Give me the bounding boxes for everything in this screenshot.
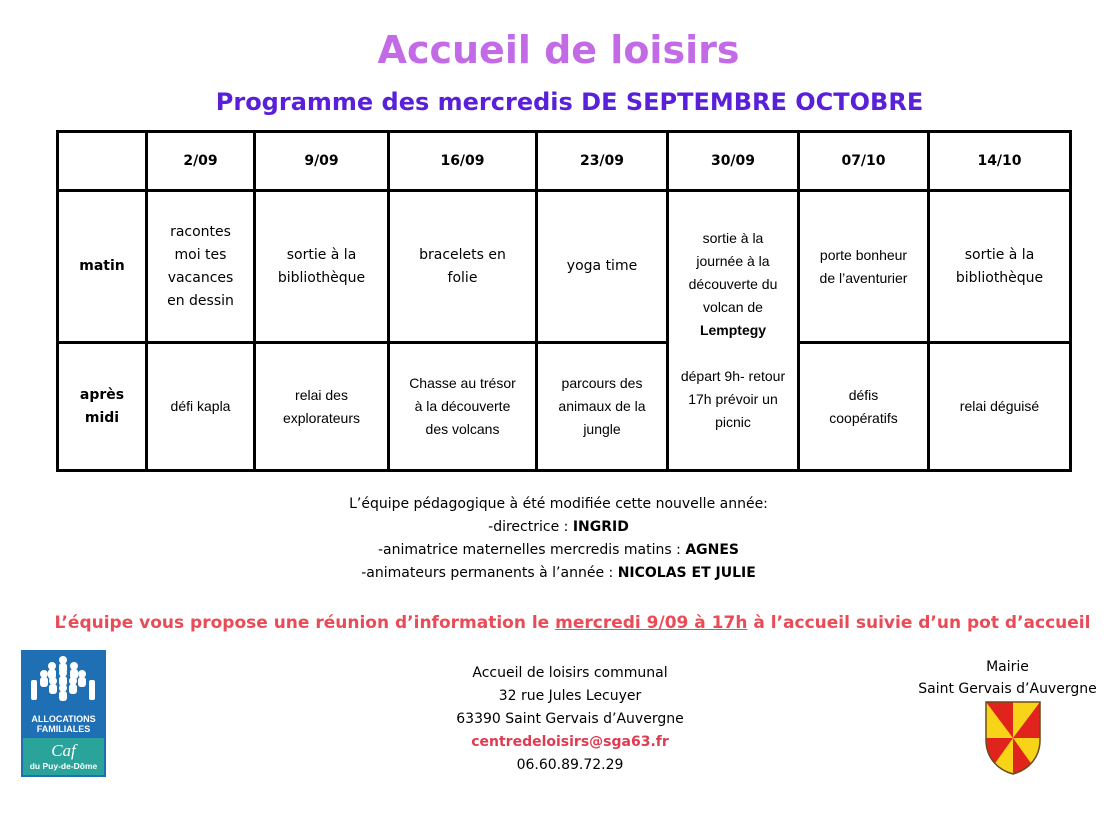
table-row-matin [58,191,1071,343]
activity-cell-sortie [668,191,799,471]
sortie-destination: Lemptegy [699,322,767,338]
activity-cell: relai des explorateurs [255,343,389,471]
mairie-block [905,656,1110,700]
date-header: 30/09 [668,132,799,191]
sortie-description: sortie à la journée à la découverte du volcan de [688,230,778,315]
team-intro: L’équipe pédagogique à été modifiée cette nouvelle année: [349,496,768,512]
page-subtitle: Programme des mercredis DE SEPTEMBRE OCTOBRE [215,88,924,116]
date-header: 07/10 [799,132,929,191]
meeting-announcement: L’équipe vous propose une réunion d’information le mercredi 9/09 à 17h à l’accueil suivie d’un pot d’accueil [54,613,1091,633]
caf-text-1: ALLOCATIONS [31,714,96,724]
town-crest-icon [984,700,1042,776]
caf-logo-graphic [21,650,106,777]
contact-line: 32 rue Jules Lecuyer [498,688,642,704]
date-header: 16/09 [389,132,537,191]
activity-cell: parcours des animaux de la jungle [537,343,668,471]
activity-cell: porte bonheur de l’aventurier [799,191,929,343]
team-info [0,493,1117,585]
activity-cell: relai déguisé [929,343,1071,471]
date-header: 14/10 [929,132,1071,191]
activity-cell: racontes moi tes vacances en dessin [147,191,255,343]
mairie-label: Mairie [986,659,1029,675]
contact-email[interactable]: centredeloisirs@sga63.fr [471,734,669,750]
team-animatrice: -animatrice maternelles mercredis matins : AGNES [377,542,740,558]
activity-cell: défis coopératifs [799,343,929,471]
table-row-apres-midi [58,343,1071,471]
activity-cell: bracelets en folie [389,191,537,343]
caf-logo [21,650,106,777]
caf-text-region: du Puy-de-Dôme [29,761,98,771]
meeting-date: mercredi 9/09 à 17h [555,613,748,633]
date-header: 9/09 [255,132,389,191]
team-directrice: -directrice : INGRID [488,519,629,535]
page-title: Accueil de loisirs [377,28,740,72]
contact-line: 63390 Saint Gervais d’Auvergne [456,711,684,727]
contact-phone: 06.60.89.72.29 [516,757,624,773]
contact-block [370,662,770,777]
row-label-matin: matin [58,191,147,343]
sortie-schedule: départ 9h- retour 17h prévoir un picnic [680,368,786,430]
activity-cell: défi kapla [147,343,255,471]
row-label-apres-midi: après midi [58,343,147,471]
activity-cell: yoga time [537,191,668,343]
activity-cell: Chasse au trésor à la découverte des volcans [389,343,537,471]
activity-cell: sortie à la bibliothèque [255,191,389,343]
activity-cell: sortie à la bibliothèque [929,191,1071,343]
date-header: 23/09 [537,132,668,191]
date-header: 2/09 [147,132,255,191]
contact-line: Accueil de loisirs communal [472,665,668,681]
caf-text-name: Caf [51,741,76,760]
caf-text-2: FAMILIALES [36,724,91,734]
team-animateurs: -animateurs permanents à l’année : NICOLAS ET JULIE [361,565,756,581]
table-header-row [58,132,1071,191]
program-table [56,130,1072,472]
mairie-town: Saint Gervais d’Auvergne [918,681,1097,697]
corner-cell [58,132,147,191]
